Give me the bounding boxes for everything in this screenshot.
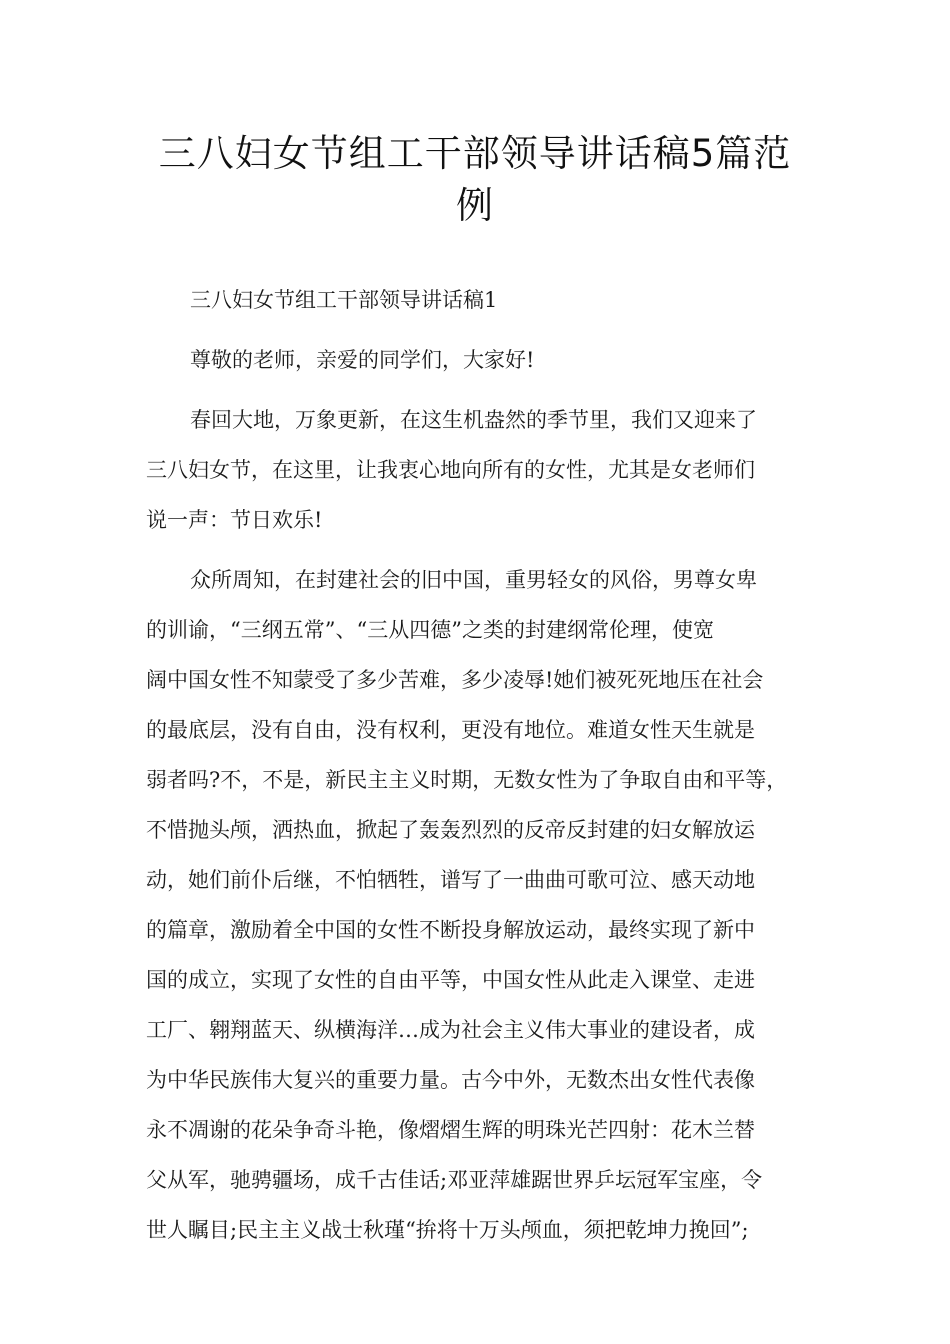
document-title: [135, 128, 815, 232]
document-title-line-1: 三八妇女节组工干部领导讲话稿5篇范: [158, 132, 792, 175]
document-body: [146, 280, 836, 1260]
paragraph-line: 的篇章，激励着全中国的女性不断投身解放运动，最终实现了新中: [146, 918, 755, 942]
paragraph-line: 工厂、翱翔蓝天、纵横海洋…成为社会主义伟大事业的建设者，成: [146, 1018, 755, 1042]
paragraph-line: 众所周知，在封建社会的旧中国，重男轻女的风俗，男尊女卑: [190, 568, 757, 592]
paragraph: [146, 560, 836, 1260]
paragraph-line: 为中华民族伟大复兴的重要力量。古今中外，无数杰出女性代表像: [146, 1068, 755, 1092]
paragraph-line: 春回大地，万象更新，在这生机盎然的季节里，我们又迎来了: [190, 408, 757, 432]
paragraph-line: 弱者吗?不，不是，新民主主义时期，无数女性为了争取自由和平等，: [146, 768, 788, 792]
paragraph-line: 尊敬的老师，亲爱的同学们，大家好!: [190, 348, 535, 372]
paragraph-line: 的训谕，“三纲五常”、“三从四德”之类的封建纲常伦理，使宽: [146, 618, 714, 642]
paragraph-line: 父从军，驰骋疆场，成千古佳话;邓亚萍雄踞世界乒坛冠军宝座，令: [146, 1168, 763, 1192]
paragraph-line: 国的成立，实现了女性的自由平等，中国女性从此走入课堂、走进: [146, 968, 755, 992]
paragraph: [146, 400, 836, 550]
paragraph-line: 阔中国女性不知蒙受了多少苦难，多少凌辱!她们被死死地压在社会: [146, 668, 764, 692]
paragraph: [146, 340, 836, 390]
paragraph-line: 世人瞩目;民主主义战士秋瑾“拚将十万头颅血，须把乾坤力挽回”;: [146, 1218, 749, 1242]
document-title-line-2: 例: [456, 184, 494, 227]
paragraph-line: 动，她们前仆后继，不怕牺牲，谱写了一曲曲可歌可泣、感天动地: [146, 868, 755, 892]
paragraph-line: 不惜抛头颅，洒热血，掀起了轰轰烈烈的反帝反封建的妇女解放运: [146, 818, 755, 842]
paragraph-line: 的最底层，没有自由，没有权利，更没有地位。难道女性天生就是: [146, 718, 755, 742]
paragraph-line: 三八妇女节组工干部领导讲话稿1: [190, 288, 498, 312]
paragraph-line: 说一声：节日欢乐!: [146, 508, 323, 532]
paragraph-line: 三八妇女节，在这里，让我衷心地向所有的女性，尤其是女老师们: [146, 458, 755, 482]
paragraph: [146, 280, 836, 330]
paragraph-line: 永不凋谢的花朵争奇斗艳，像熠熠生辉的明珠光芒四射：花木兰替: [146, 1118, 755, 1142]
